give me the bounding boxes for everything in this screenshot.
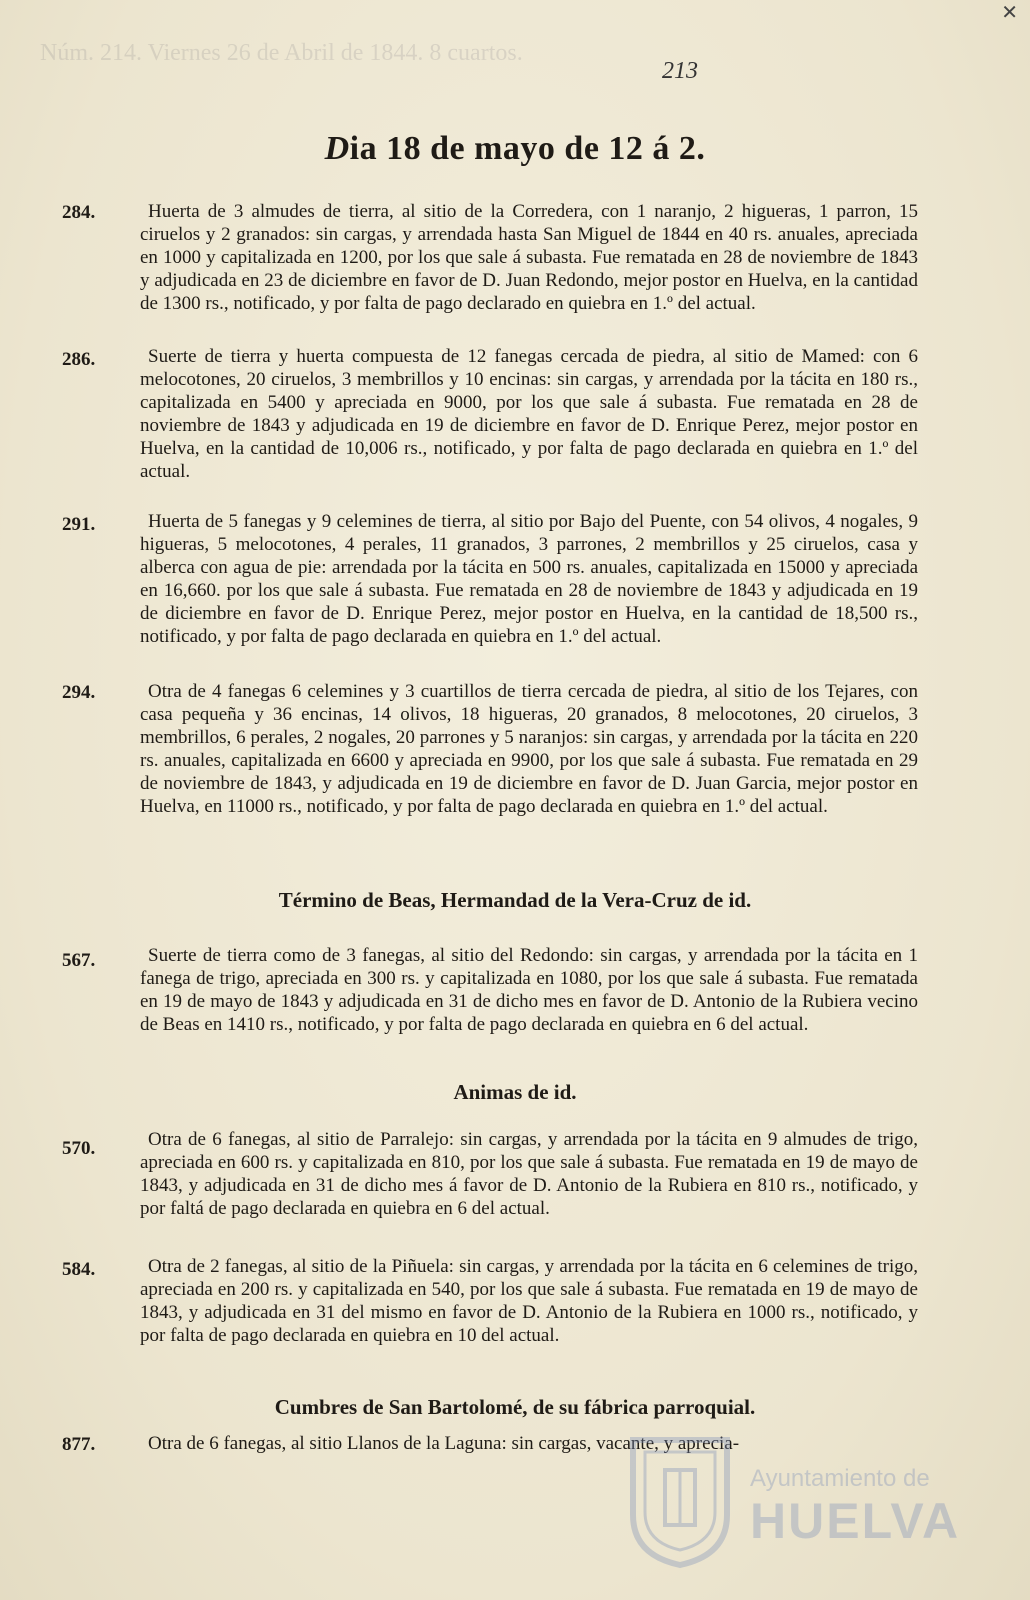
section-heading-cumbres: Cumbres de San Bartolomé, de su fábrica parroquial.	[274, 1395, 756, 1419]
watermark-line2: HUELVA	[750, 1493, 961, 1549]
shield-icon	[625, 1430, 735, 1570]
entry-text: Suerte de tierra y huerta compuesta de 12 fanegas cercada de piedra, al sitio de Mamed: con 6 melocotones, 20 ciruelos, 3 membrillos y 10 encinas: sin cargas, y arrendada por la tácita en 180 rs., capitalizada en 5400 y apreciada en 9000, por los que sale á subasta. Fue rematada en 28 de noviembre de 1843 y adjudicada en 19 de diciembre en favor de D. Enrique Perez, mejor postor en Huelva, en la cantidad de 10,006 rs., notificado, y por falta de pago declarada en quiebra en 1.º del actual.	[140, 346, 918, 482]
date-heading-text: ia 18 de mayo de 12 á 2.	[349, 130, 706, 167]
entry-number: 877.	[62, 1434, 96, 1455]
entry-number: 570.	[62, 1138, 96, 1159]
entry-number: 567.	[62, 950, 96, 971]
entry-text: Suerte de tierra como de 3 fanegas, al sitio del Redondo: sin cargas, y arrendada por la tácita en 1 fanega de trigo, apreciada en 300 rs. y capitalizada en 1080, por los que sale á subasta. Fue rematada en 19 de mayo de 1843 y adjudicada en 31 de dicho mes en favor de D. Antonio de la Rubiera vecino de Beas en 1410 rs., notificado, y por falta de pago declarada en quiebra en 6 del actual.	[140, 945, 918, 1035]
date-heading	[0, 130, 1030, 168]
entry-number: 294.	[62, 682, 96, 703]
entry-number: 284.	[62, 202, 96, 223]
date-heading-initial: D	[324, 130, 350, 167]
watermark-line1: Ayuntamiento de	[750, 1465, 930, 1492]
entry-text: Otra de 6 fanegas, al sitio de Parralejo: sin cargas, y arrendada por la tácita en 9 almudes de trigo, apreciada en 600 rs. y capitalizada en 810, por los que sale á subasta. Fue rematada en 19 de mayo de 1843, y adjudicada en 31 de dicho mes á favor de D. Antonio de la Rubiera en 810 rs., notificado, y por faltá de pago declarada en quiebra en 6 del actual.	[140, 1129, 918, 1219]
page-number: 213	[662, 58, 698, 84]
section-heading-animas: Animas de id.	[453, 1080, 577, 1104]
entry-text: Otra de 4 fanegas 6 celemines y 3 cuartillos de tierra cercada de piedra, al sitio de los Tejares, con casa pequeña y 36 encinas, 14 olivos, 18 higueras, 20 granados, 8 melocotones, 20 ciruelos, 3 membrillos, 6 perales, 2 nogales, 20 parrones y 5 naranjos: sin cargas, y arrendada por la tácita en 220 rs. anuales, capitalizada en 6600 y apreciada en 9900, por los que sale á subasta. Fue rematada en 29 de noviembre de 1843, y adjudicada en 19 de diciembre en favor de D. Juan Garcia, mejor postor en Huelva, en 11000 rs., notificado, y por falta de pago declarada en quiebra en 1.º del actual.	[140, 681, 918, 817]
entry-text: Huerta de 5 fanegas y 9 celemines de tierra, al sitio por Bajo del Puente, con 54 olivos, 4 nogales, 9 higueras, 5 melocotones, 4 perales, 11 granados, 3 parrones, 2 membrillos y 25 ciruelos, casa y alberca con agua de pie: arrendada por la tácita en 500 rs. anuales, capitalizada en 15000 y apreciada en 16,660. por los que sale á subasta. Fue rematada en 28 de noviembre de 1843 y adjudicada en 19 de diciembre en favor de D. Enrique Perez, mejor postor en Huelva, en la cantidad de 18,500 rs., notificado, y por falta de pago declarada en quiebra en 1.º del actual.	[140, 511, 918, 647]
corner-mark: ✕	[1001, 2, 1018, 24]
entry-text: Otra de 6 fanegas, al sitio Llanos de la Laguna: sin cargas, vacante, y aprecia-	[148, 1433, 740, 1454]
archive-watermark	[620, 1430, 960, 1580]
entry-number: 291.	[62, 514, 96, 535]
entry-text: Huerta de 3 almudes de tierra, al sitio de la Corredera, con 1 naranjo, 2 higueras, 1 parron, 15 ciruelos y 2 granados: sin cargas, y arrendada hasta San Miguel de 1844 en 40 rs. anuales, apreciada en 1000 y capitalizada en 1200, por los que sale á subasta. Fue rematada en 28 de noviembre de 1843 y adjudicada en 23 de diciembre en favor de D. Juan Redondo, mejor postor en Huelva, en la cantidad de 1300 rs., notificado, y por falta de pago declarado en quiebra en 1.º del actual.	[140, 201, 918, 314]
entry-text: Otra de 2 fanegas, al sitio de la Piñuela: sin cargas, y arrendada por la tácita en 6 celemines de trigo, apreciada en 200 rs. y capitalizada en 540, por los que sale á subasta. Fue rematada en 19 de mayo de 1843, y adjudicada en 31 del mismo en favor de D. Antonio de la Rubiera en 1000 rs., notificado, y por falta de pago declarada en quiebra en 10 del actual.	[140, 1256, 918, 1346]
entry-number: 584.	[62, 1259, 96, 1280]
section-heading-beas: Término de Beas, Hermandad de la Vera-Cruz de id.	[278, 888, 752, 912]
bleed-through-text: Núm. 214. Viernes 26 de Abril de 1844. 8 cuartos.	[40, 40, 523, 66]
entry-number: 286.	[62, 349, 96, 370]
